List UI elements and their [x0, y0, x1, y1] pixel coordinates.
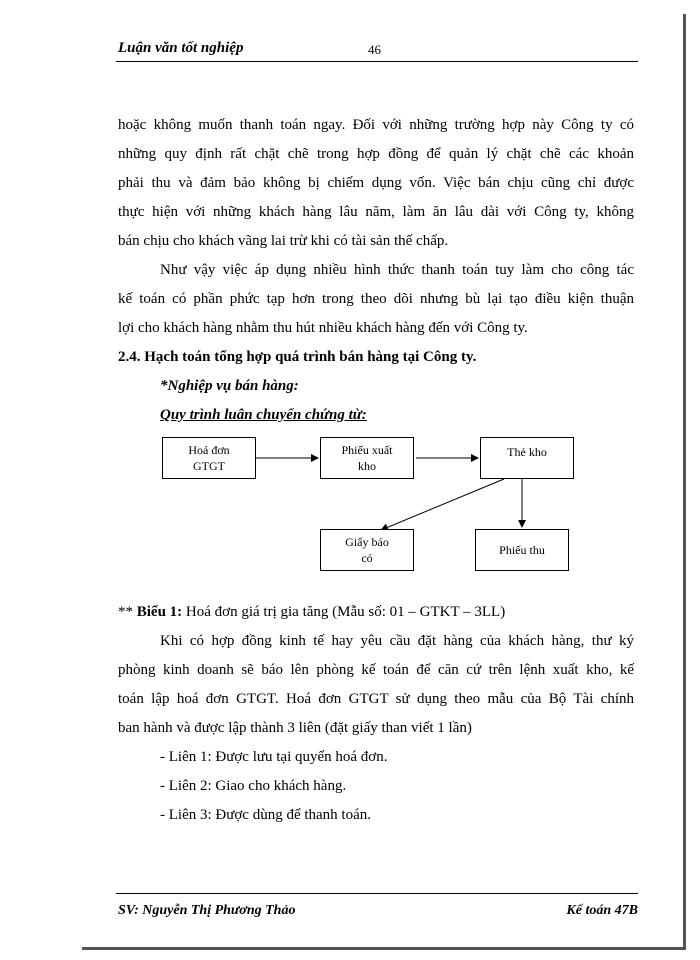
arrow-thekho-giaybaoco: [381, 479, 504, 530]
box-hoa-don-gtgt: Hoá đơn GTGT: [162, 437, 256, 479]
footer-author: SV: Nguyễn Thị Phương Thảo: [118, 903, 296, 918]
bieu-line: ** Biểu 1: Hoá đơn giá trị gia tăng (Mẫu số: 01 – GTKT – 3LL): [118, 604, 506, 620]
paragraph-line: những quy định rất chặt chẽ trong hợp đồng để quản lý chặt chẽ các khoản: [118, 146, 634, 162]
box-giay-bao-co: Giấy báo có: [320, 529, 414, 571]
list-item: - Liên 1: Được lưu tại quyển hoá đơn.: [160, 749, 388, 765]
paragraph-line: lợi cho khách hàng nhằm thu hút nhiều khách hàng đến với Công ty.: [118, 320, 528, 336]
paragraph-line: kế toán có phần phức tạp hơn trong theo dõi nhưng bù lại tạo điều kiện thuận: [118, 291, 634, 307]
paragraph-line: Khi có hợp đồng kinh tế hay yêu cầu đặt hàng của khách hàng, thư ký: [160, 633, 634, 649]
box-the-kho: Thẻ kho: [480, 437, 574, 479]
box-phieu-thu: Phiếu thu: [475, 529, 569, 571]
paragraph-line: bán chịu cho khách vãng lai trừ khi có tài sản thế chấp.: [118, 233, 449, 249]
sub-heading: *Nghiệp vụ bán hàng:: [160, 378, 299, 394]
paragraph-line: Như vậy việc áp dụng nhiều hình thức thanh toán tuy làm cho công tác: [160, 262, 634, 278]
footer-rule: [116, 893, 638, 894]
paragraph-line: phòng kinh doanh sẽ báo lên phòng kế toán để căn cứ trên lệnh xuất kho, kế: [118, 662, 634, 678]
box-phieu-xuat-kho: Phiếu xuất kho: [320, 437, 414, 479]
paragraph-line: hoặc không muốn thanh toán ngay. Đối với những trường hợp này Công ty có: [118, 117, 634, 133]
paragraph-line: phải thu và đảm bảo không bị chiếm dụng vốn. Việc bán chịu cũng chỉ được: [118, 175, 634, 191]
paragraph-line: thực hiện với những khách hàng lâu năm, làm ăn lâu dài với Công ty, không: [118, 204, 634, 220]
list-item: - Liên 2: Giao cho khách hàng.: [160, 778, 347, 794]
section-heading: 2.4. Hạch toán tổng hợp quá trình bán hàng tại Công ty.: [118, 349, 477, 365]
list-item: - Liên 3: Được dùng để thanh toán.: [160, 807, 372, 823]
footer-class: Kế toán 47B: [566, 903, 638, 918]
body-bottom: [118, 598, 634, 830]
sub-heading-underlined: Quy trình luân chuyển chứng từ:: [160, 407, 367, 423]
header-title: Luận văn tốt nghiệp: [118, 40, 244, 56]
page-number: 46: [368, 42, 381, 57]
paragraph-line: ban hành và được lập thành 3 liên (đặt giấy than viết 1 lần): [118, 720, 472, 736]
paragraph-line: toán lập hoá đơn GTGT. Hoá đơn GTGT sử dụng theo mẫu của Bộ Tài chính: [118, 691, 634, 707]
